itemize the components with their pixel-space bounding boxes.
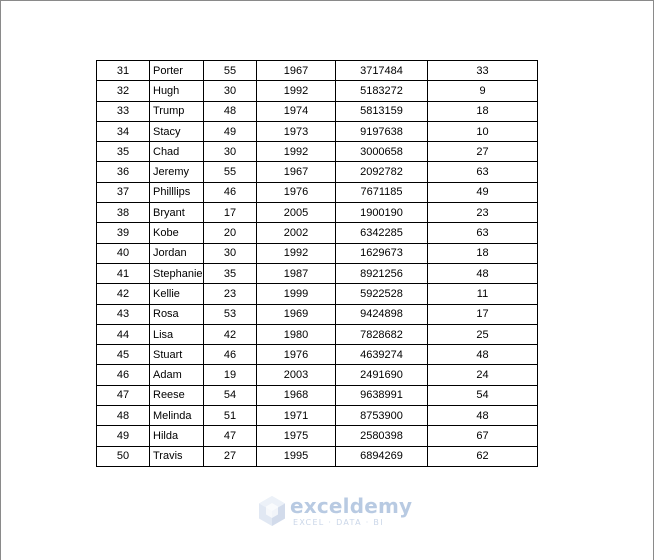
cell-year: 1992 <box>257 142 336 162</box>
cell-year: 1968 <box>257 385 336 405</box>
cell-year: 1971 <box>257 406 336 426</box>
cell-id: 39 <box>97 223 150 243</box>
cell-value: 23 <box>428 203 538 223</box>
exceldemy-watermark <box>257 494 413 528</box>
cell-name: Porter <box>150 61 204 81</box>
cell-value: 25 <box>428 324 538 344</box>
cell-number: 9638991 <box>336 385 428 405</box>
cell-number: 2092782 <box>336 162 428 182</box>
cell-age: 48 <box>204 101 257 121</box>
cell-year: 2005 <box>257 203 336 223</box>
watermark-title: exceldemy <box>290 494 413 518</box>
cell-value: 49 <box>428 182 538 202</box>
cell-value: 11 <box>428 284 538 304</box>
cell-year: 1975 <box>257 426 336 446</box>
table-row <box>97 426 538 446</box>
table-row <box>97 406 538 426</box>
cell-value: 24 <box>428 365 538 385</box>
cell-id: 33 <box>97 101 150 121</box>
cell-name: Reese <box>150 385 204 405</box>
cell-number: 1629673 <box>336 243 428 263</box>
cell-year: 1980 <box>257 324 336 344</box>
cell-number: 9197638 <box>336 121 428 141</box>
cell-name: Lisa <box>150 324 204 344</box>
cell-age: 54 <box>204 385 257 405</box>
table-row <box>97 304 538 324</box>
cell-year: 2002 <box>257 223 336 243</box>
cell-year: 1969 <box>257 304 336 324</box>
cell-age: 30 <box>204 142 257 162</box>
cell-year: 1967 <box>257 61 336 81</box>
cell-id: 35 <box>97 142 150 162</box>
cell-name: Kobe <box>150 223 204 243</box>
cell-number: 8921256 <box>336 263 428 283</box>
cell-number: 5183272 <box>336 81 428 101</box>
cell-age: 20 <box>204 223 257 243</box>
cell-value: 9 <box>428 81 538 101</box>
cell-value: 48 <box>428 345 538 365</box>
cell-number: 6342285 <box>336 223 428 243</box>
cell-id: 40 <box>97 243 150 263</box>
cell-age: 42 <box>204 324 257 344</box>
table-row <box>97 101 538 121</box>
table-row <box>97 263 538 283</box>
cell-age: 27 <box>204 446 257 466</box>
cell-number: 5922528 <box>336 284 428 304</box>
cell-value: 63 <box>428 223 538 243</box>
cell-id: 44 <box>97 324 150 344</box>
cell-age: 51 <box>204 406 257 426</box>
table-row <box>97 162 538 182</box>
cell-name: Trump <box>150 101 204 121</box>
cell-age: 17 <box>204 203 257 223</box>
table-row <box>97 345 538 365</box>
cell-age: 35 <box>204 263 257 283</box>
cell-year: 1999 <box>257 284 336 304</box>
cell-number: 3717484 <box>336 61 428 81</box>
cell-id: 49 <box>97 426 150 446</box>
cell-number: 7671185 <box>336 182 428 202</box>
cell-name: Travis <box>150 446 204 466</box>
cell-value: 48 <box>428 263 538 283</box>
cell-number: 5813159 <box>336 101 428 121</box>
cell-year: 1992 <box>257 243 336 263</box>
cell-value: 33 <box>428 61 538 81</box>
cell-age: 23 <box>204 284 257 304</box>
cell-name: Hugh <box>150 81 204 101</box>
cell-age: 53 <box>204 304 257 324</box>
cell-name: Adam <box>150 365 204 385</box>
cell-value: 54 <box>428 385 538 405</box>
cell-number: 2580398 <box>336 426 428 446</box>
cell-id: 50 <box>97 446 150 466</box>
cell-value: 18 <box>428 243 538 263</box>
table-row <box>97 203 538 223</box>
table-body <box>97 61 538 467</box>
cell-id: 31 <box>97 61 150 81</box>
cell-age: 49 <box>204 121 257 141</box>
cell-number: 3000658 <box>336 142 428 162</box>
cell-year: 1967 <box>257 162 336 182</box>
table-row <box>97 223 538 243</box>
cell-number: 7828682 <box>336 324 428 344</box>
cell-name: Philllips <box>150 182 204 202</box>
cell-value: 27 <box>428 142 538 162</box>
cell-id: 45 <box>97 345 150 365</box>
cell-value: 67 <box>428 426 538 446</box>
cell-number: 4639274 <box>336 345 428 365</box>
table-row <box>97 365 538 385</box>
cell-id: 34 <box>97 121 150 141</box>
cell-year: 1995 <box>257 446 336 466</box>
cell-id: 32 <box>97 81 150 101</box>
cell-value: 10 <box>428 121 538 141</box>
cell-age: 55 <box>204 61 257 81</box>
exceldemy-logo-icon <box>257 495 287 527</box>
cell-name: Rosa <box>150 304 204 324</box>
cell-name: Jeremy <box>150 162 204 182</box>
table-row <box>97 142 538 162</box>
cell-year: 1973 <box>257 121 336 141</box>
cell-id: 47 <box>97 385 150 405</box>
cell-value: 62 <box>428 446 538 466</box>
table-row <box>97 121 538 141</box>
cell-value: 18 <box>428 101 538 121</box>
table-row <box>97 446 538 466</box>
cell-id: 38 <box>97 203 150 223</box>
cell-age: 30 <box>204 243 257 263</box>
cell-name: Melinda <box>150 406 204 426</box>
cell-year: 1976 <box>257 182 336 202</box>
cell-id: 37 <box>97 182 150 202</box>
cell-id: 46 <box>97 365 150 385</box>
cell-name: Stacy <box>150 121 204 141</box>
cell-value: 17 <box>428 304 538 324</box>
cell-number: 8753900 <box>336 406 428 426</box>
cell-name: Stephanie <box>150 263 204 283</box>
cell-id: 43 <box>97 304 150 324</box>
cell-name: Chad <box>150 142 204 162</box>
cell-number: 1900190 <box>336 203 428 223</box>
cell-age: 46 <box>204 182 257 202</box>
cell-name: Jordan <box>150 243 204 263</box>
cell-id: 48 <box>97 406 150 426</box>
table-row <box>97 61 538 81</box>
cell-id: 41 <box>97 263 150 283</box>
cell-name: Stuart <box>150 345 204 365</box>
table-row <box>97 284 538 304</box>
table-row <box>97 243 538 263</box>
cell-name: Kellie <box>150 284 204 304</box>
data-table <box>96 60 538 467</box>
cell-age: 55 <box>204 162 257 182</box>
cell-year: 1976 <box>257 345 336 365</box>
cell-number: 9424898 <box>336 304 428 324</box>
cell-number: 6894269 <box>336 446 428 466</box>
table-row <box>97 324 538 344</box>
table-row <box>97 81 538 101</box>
cell-year: 1992 <box>257 81 336 101</box>
cell-age: 47 <box>204 426 257 446</box>
watermark-tagline: EXCEL · DATA · BI <box>293 518 384 527</box>
cell-year: 2003 <box>257 365 336 385</box>
cell-id: 36 <box>97 162 150 182</box>
cell-value: 48 <box>428 406 538 426</box>
cell-number: 2491690 <box>336 365 428 385</box>
cell-id: 42 <box>97 284 150 304</box>
cell-age: 46 <box>204 345 257 365</box>
cell-year: 1987 <box>257 263 336 283</box>
table-row <box>97 182 538 202</box>
cell-age: 19 <box>204 365 257 385</box>
cell-name: Hilda <box>150 426 204 446</box>
cell-year: 1974 <box>257 101 336 121</box>
cell-age: 30 <box>204 81 257 101</box>
cell-name: Bryant <box>150 203 204 223</box>
cell-value: 63 <box>428 162 538 182</box>
table-row <box>97 385 538 405</box>
